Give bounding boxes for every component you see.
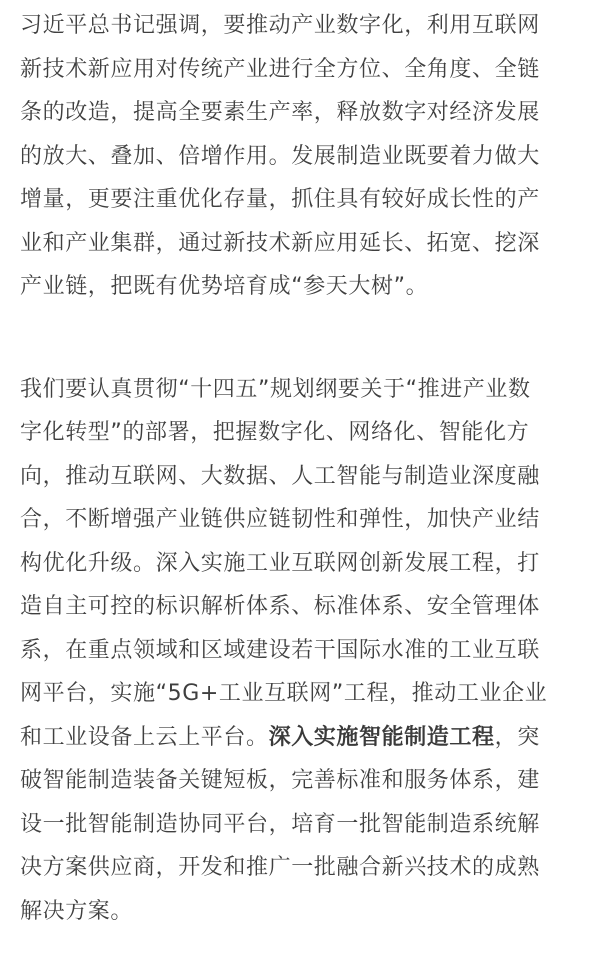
text-line: 增量，更要注重优化存量，抓住具有较好成长性的产: [20, 187, 540, 212]
text-line: 的放大、叠加、倍增作用。发展制造业既要着力做大: [20, 143, 540, 169]
paragraph-1: [20, 4, 590, 309]
bold-emphasis-text: 深入实施智能制造工程: [268, 724, 495, 750]
text-line: 产业链，把既有优势培育成“参天大树”。: [20, 274, 429, 299]
text-line: 业和产业集群，通过新技术新应用延长、拓宽、挖深: [20, 230, 540, 256]
text-line: 条的改造，提高全要素生产率，释放数字对经济发展: [20, 100, 540, 125]
paragraph-2: [20, 368, 590, 934]
text-line: 系，在重点领域和区域建设若干国际水准的工业互联: [20, 637, 540, 663]
article-body: [20, 4, 590, 933]
paragraph-spacer: [20, 309, 590, 368]
text-line: 破智能制造装备关键短板，完善标准和服务体系，建: [20, 768, 540, 793]
text-line: 设一批智能制造协同平台，培育一批智能制造系统解: [20, 811, 540, 837]
text-line: 习近平总书记强调，要推动产业数字化，利用互联网: [20, 13, 540, 38]
text-line: 字化转型”的部署，把握数字化、网络化、智能化方: [20, 420, 530, 445]
text-line: 解决方案。: [20, 898, 134, 924]
text-line: 决方案供应商，开发和推广一批融合新兴技术的成熟: [20, 855, 540, 880]
text-line: 向，推动互联网、大数据、人工智能与制造业深度融: [20, 463, 540, 489]
text-segment: ，突: [494, 724, 540, 750]
text-segment: 和工业设备上云上平台。: [20, 724, 269, 750]
text-line: 构优化升级。深入实施工业互联网创新发展工程，打: [20, 550, 540, 576]
mixed-text-line: [20, 716, 590, 760]
text-line: 新技术新应用对传统产业进行全方位、全角度、全链: [20, 56, 540, 82]
text-line: 我们要认真贯彻“十四五”规划纲要关于“推进产业数: [20, 376, 531, 402]
text-line: 造自主可控的标识解析体系、标准体系、安全管理体: [20, 594, 540, 619]
text-line: 网平台，实施“5G+工业互联网”工程，推动工业企业: [20, 681, 548, 706]
text-line: 合，不断增强产业链供应链韧性和弹性，加快产业结: [20, 507, 540, 532]
